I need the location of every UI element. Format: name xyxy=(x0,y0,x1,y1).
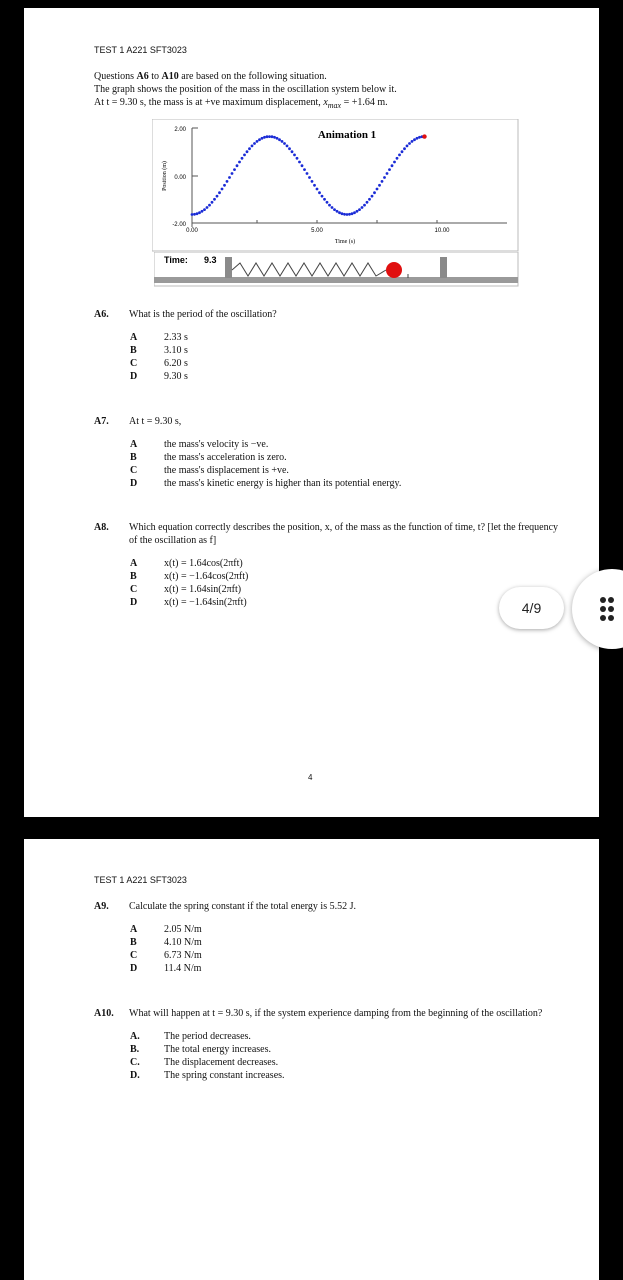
question-number: A6. xyxy=(94,309,109,320)
data-point xyxy=(278,138,281,141)
data-point xyxy=(333,208,336,211)
y-tick-label: 2.00 xyxy=(174,127,186,133)
question-stem: Which equation correctly describes the position, x, of the mass as the function of time, t? [let the frequency of the oscillation as f] xyxy=(129,522,559,546)
data-point xyxy=(213,198,216,201)
right-wall xyxy=(440,257,447,278)
question-stem: At t = 9.30 s, xyxy=(129,416,182,427)
question-a9 xyxy=(94,900,564,975)
data-point xyxy=(193,213,196,216)
data-point xyxy=(363,204,366,207)
data-point xyxy=(276,137,279,140)
data-point xyxy=(406,145,409,148)
data-point xyxy=(266,135,269,138)
data-point xyxy=(303,168,306,171)
data-point xyxy=(211,201,214,204)
data-point xyxy=(396,157,399,160)
page-number: 4 xyxy=(308,773,313,782)
data-point xyxy=(196,212,199,215)
data-point xyxy=(246,150,249,153)
data-point xyxy=(311,180,314,183)
data-point xyxy=(416,137,419,140)
option-d[interactable]: D 11.4 N/m xyxy=(130,963,202,974)
data-point xyxy=(296,157,299,160)
option-a[interactable]: A. The period decreases. xyxy=(130,1031,251,1042)
data-point xyxy=(321,195,324,198)
data-point xyxy=(343,213,346,216)
question-stem: What is the period of the oscillation? xyxy=(129,309,277,320)
data-point xyxy=(356,210,359,213)
intro-line-1: Questions A6 to A10 are based on the following situation. xyxy=(94,71,327,82)
option-a[interactable]: A x(t) = 1.64cos(2πft) xyxy=(130,558,243,569)
data-point xyxy=(326,201,329,204)
position-time-chart xyxy=(152,119,519,252)
data-point xyxy=(251,145,254,148)
x-tick-label: 5.00 xyxy=(311,228,323,234)
y-tick-label: -2.00 xyxy=(172,222,186,228)
data-point xyxy=(286,145,289,148)
data-point xyxy=(226,180,229,183)
data-point xyxy=(401,150,404,153)
intro-line-3: At t = 9.30 s, the mass is at +ve maximum displacement, $x_{max} = +1.64$ m. xyxy=(94,97,388,110)
data-point xyxy=(398,154,401,157)
more-dots-icon xyxy=(600,606,606,612)
y-axis-label: Position (m) xyxy=(162,161,168,191)
data-point xyxy=(233,168,236,171)
data-point xyxy=(418,136,421,139)
question-a7 xyxy=(94,415,564,490)
option-c[interactable]: C x(t) = 1.64sin(2πft) xyxy=(130,584,242,595)
data-point xyxy=(228,176,231,179)
option-b[interactable]: B x(t) = −1.64cos(2πft) xyxy=(130,571,249,582)
option-b[interactable]: B 3.10 s xyxy=(130,345,188,356)
more-dots-icon xyxy=(608,606,614,612)
question-a6 xyxy=(94,308,564,383)
x-axis-label: Time (s) xyxy=(334,239,356,245)
data-point xyxy=(271,135,274,138)
data-point xyxy=(331,206,334,209)
data-point xyxy=(358,208,361,211)
question-a8 xyxy=(94,521,564,609)
question-stem: Calculate the spring constant if the total energy is 5.52 J. xyxy=(129,901,356,912)
more-dots-icon xyxy=(600,615,606,621)
data-point xyxy=(313,184,316,187)
data-point xyxy=(273,136,276,139)
more-dots-icon xyxy=(608,597,614,603)
data-point xyxy=(198,211,201,214)
data-point xyxy=(293,154,296,157)
data-point xyxy=(283,142,286,145)
page-indicator[interactable]: 4/9 xyxy=(499,587,564,629)
mass-ball xyxy=(386,262,402,278)
x-tick-label: 10.00 xyxy=(434,228,450,234)
more-dots-icon xyxy=(600,597,606,603)
intro-line-2: The graph shows the position of the mass in the oscillation system below it. xyxy=(94,84,397,95)
more-dots-icon xyxy=(608,615,614,621)
data-point xyxy=(253,142,256,145)
data-point xyxy=(411,140,414,143)
page-header: TEST 1 A221 SFT3023 xyxy=(94,875,187,885)
option-d[interactable]: D x(t) = −1.64sin(2πft) xyxy=(130,597,247,608)
data-point xyxy=(391,164,394,167)
question-number: A10. xyxy=(94,1008,114,1019)
spring-animation xyxy=(154,252,519,287)
data-point xyxy=(241,157,244,160)
data-point xyxy=(336,210,339,213)
data-point xyxy=(316,188,319,191)
option-c[interactable]: C the mass's displacement is +ve. xyxy=(130,465,289,476)
options-list xyxy=(130,438,564,490)
chart-title: Animation 1 xyxy=(317,129,377,141)
data-point xyxy=(301,164,304,167)
data-point xyxy=(203,208,206,211)
data-point xyxy=(218,191,221,194)
data-point xyxy=(373,191,376,194)
data-point xyxy=(208,204,211,207)
data-point xyxy=(338,211,341,214)
data-point xyxy=(308,176,311,179)
option-a[interactable]: A 2.33 s xyxy=(130,332,188,343)
data-point xyxy=(386,172,389,175)
data-point xyxy=(268,135,271,138)
data-point xyxy=(378,184,381,187)
data-point xyxy=(368,198,371,201)
data-point xyxy=(288,147,291,150)
data-point xyxy=(306,172,309,175)
data-point xyxy=(371,195,374,198)
x-tick-label: 0.00 xyxy=(186,228,198,234)
document-page-1 xyxy=(24,8,599,817)
data-point xyxy=(361,206,364,209)
data-point xyxy=(248,147,251,150)
data-point xyxy=(376,188,379,191)
data-point xyxy=(403,147,406,150)
options-list xyxy=(130,331,564,383)
data-point xyxy=(408,142,411,145)
option-a[interactable]: A the mass's velocity is −ve. xyxy=(130,439,269,450)
data-point xyxy=(381,180,384,183)
option-d[interactable]: D the mass's kinetic energy is higher than its potential energy. xyxy=(130,478,402,489)
left-wall xyxy=(225,257,232,278)
option-c[interactable]: C 6.20 s xyxy=(130,358,188,369)
data-point xyxy=(263,136,266,139)
options-list xyxy=(130,1030,564,1082)
track xyxy=(154,277,518,283)
data-point xyxy=(328,204,331,207)
data-point xyxy=(353,211,356,214)
data-point xyxy=(243,154,246,157)
data-point xyxy=(323,198,326,201)
question-number: A8. xyxy=(94,522,109,533)
data-point xyxy=(351,212,354,215)
option-b[interactable]: B. The total energy increases. xyxy=(130,1044,271,1055)
data-point xyxy=(261,137,264,140)
question-stem: What will happen at t = 9.30 s, if the system experience damping from the beginning of the oscillation? xyxy=(129,1008,543,1019)
data-point xyxy=(216,195,219,198)
option-d[interactable]: D. The spring constant increases. xyxy=(130,1070,285,1081)
option-d[interactable]: D 9.30 s xyxy=(130,371,188,382)
data-point xyxy=(383,176,386,179)
current-point xyxy=(422,134,426,138)
data-point xyxy=(366,201,369,204)
data-point xyxy=(348,213,351,216)
question-a10 xyxy=(94,1007,564,1082)
data-point xyxy=(258,138,261,141)
data-point xyxy=(231,172,234,175)
data-point xyxy=(281,140,284,143)
data-point xyxy=(236,164,239,167)
options-list xyxy=(130,923,564,975)
data-point xyxy=(256,140,259,143)
document-page-2 xyxy=(24,839,599,1280)
data-point xyxy=(393,161,396,164)
data-point xyxy=(388,168,391,171)
option-c[interactable]: C 6.73 N/m xyxy=(130,950,202,961)
option-a[interactable]: A 2.05 N/m xyxy=(130,924,202,935)
time-label: Time: xyxy=(164,255,188,265)
data-point xyxy=(221,188,224,191)
data-point xyxy=(346,213,349,216)
page-header: TEST 1 A221 SFT3023 xyxy=(94,45,187,55)
intro-text xyxy=(94,70,574,112)
data-point xyxy=(223,184,226,187)
time-value: 9.3 xyxy=(204,255,217,265)
question-number: A7. xyxy=(94,416,109,427)
data-point xyxy=(191,213,194,216)
data-point xyxy=(291,150,294,153)
option-b[interactable]: B the mass's acceleration is zero. xyxy=(130,452,287,463)
data-point xyxy=(413,138,416,141)
data-point xyxy=(238,161,241,164)
data-point xyxy=(318,191,321,194)
data-point xyxy=(298,161,301,164)
data-point xyxy=(201,210,204,213)
option-c[interactable]: C. The displacement decreases. xyxy=(130,1057,279,1068)
question-number: A9. xyxy=(94,901,109,912)
y-tick-label: 0.00 xyxy=(174,175,186,181)
data-point xyxy=(341,212,344,215)
option-b[interactable]: B 4.10 N/m xyxy=(130,937,202,948)
data-point xyxy=(206,206,209,209)
